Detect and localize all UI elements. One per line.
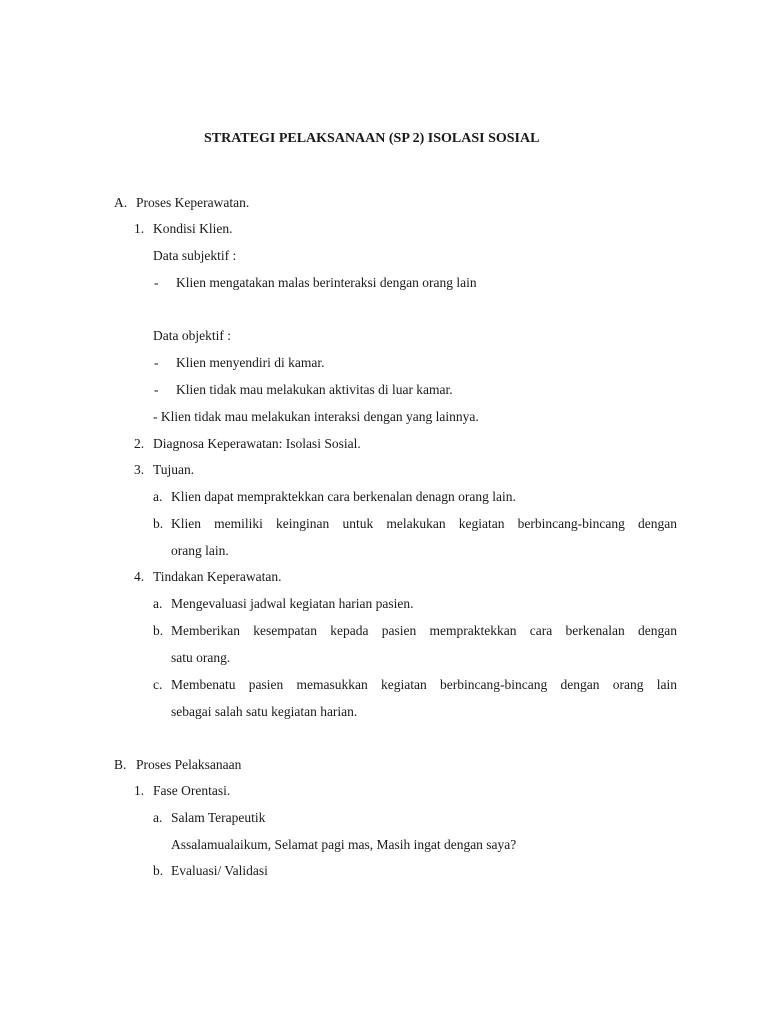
page-title: STRATEGI PELAKSANAAN (SP 2) ISOLASI SOSIAL [204, 131, 540, 146]
item-a4-marker: 4. [134, 569, 145, 584]
objektif-bullet-1-marker: - [154, 355, 159, 370]
objektif-extra-line: - Klien tidak mau melakukan interaksi dengan yang lainnya. [153, 409, 479, 424]
item-a2-marker: 2. [134, 436, 145, 451]
item-a2-text: Diagnosa Keperawatan: Isolasi Sosial. [153, 436, 361, 451]
orientasi-b-heading: Evaluasi/ Validasi [171, 863, 268, 878]
section-a-heading: Proses Keperawatan. [136, 195, 250, 210]
orientasi-a-heading: Salam Terapeutik [171, 810, 266, 825]
tindakan-a-text: Mengevaluasi jadwal kegiatan harian pasien. [171, 596, 414, 611]
orientasi-a-marker: a. [153, 810, 163, 825]
tindakan-b-marker: b. [153, 623, 164, 638]
orientasi-b-marker: b. [153, 863, 164, 878]
tindakan-c-line-2: sebagai salah satu kegiatan harian. [171, 704, 358, 719]
tujuan-b-marker: b. [153, 516, 164, 531]
section-b-marker: B. [114, 757, 127, 772]
tindakan-c-marker: c. [153, 677, 163, 692]
tujuan-b-line-1: Klien memiliki keinginan untuk melakukan kegiatan berbincang-bincang dengan [171, 516, 677, 531]
tindakan-b-line-2: satu orang. [171, 650, 231, 665]
tujuan-b-line-2: orang lain. [171, 543, 229, 558]
data-subjektif-label: Data subjektif : [153, 248, 237, 263]
item-a1-heading: Kondisi Klien. [153, 221, 233, 236]
data-objektif-label: Data objektif : [153, 328, 231, 343]
item-a1-marker: 1. [134, 221, 145, 236]
section-a-marker: A. [114, 195, 128, 210]
subjektif-bullet-text: Klien mengatakan malas berinteraksi dengan orang lain [176, 275, 477, 290]
tindakan-b-line-1: Memberikan kesempatan kepada pasien mempraktekkan cara berkenalan dengan [171, 623, 677, 638]
section-b-heading: Proses Pelaksanaan [136, 757, 242, 772]
item-a3-marker: 3. [134, 462, 145, 477]
tujuan-a-text: Klien dapat mempraktekkan cara berkenalan denagn orang lain. [171, 489, 516, 504]
objektif-bullet-1-text: Klien menyendiri di kamar. [176, 355, 325, 370]
objektif-bullet-2-text: Klien tidak mau melakukan aktivitas di luar kamar. [176, 382, 453, 397]
tindakan-c-line-1: Membenatu pasien memasukkan kegiatan berbincang-bincang dengan orang lain [171, 677, 677, 692]
subjektif-bullet-marker: - [154, 275, 159, 290]
item-b1-heading: Fase Orentasi. [153, 783, 231, 798]
item-a4-heading: Tindakan Keperawatan. [153, 569, 282, 584]
tujuan-a-marker: a. [153, 489, 163, 504]
orientasi-a-text: Assalamualaikum, Selamat pagi mas, Masih ingat dengan saya? [171, 837, 517, 852]
tindakan-a-marker: a. [153, 596, 163, 611]
objektif-bullet-2-marker: - [154, 382, 159, 397]
item-b1-marker: 1. [134, 783, 145, 798]
item-a3-heading: Tujuan. [153, 462, 195, 477]
